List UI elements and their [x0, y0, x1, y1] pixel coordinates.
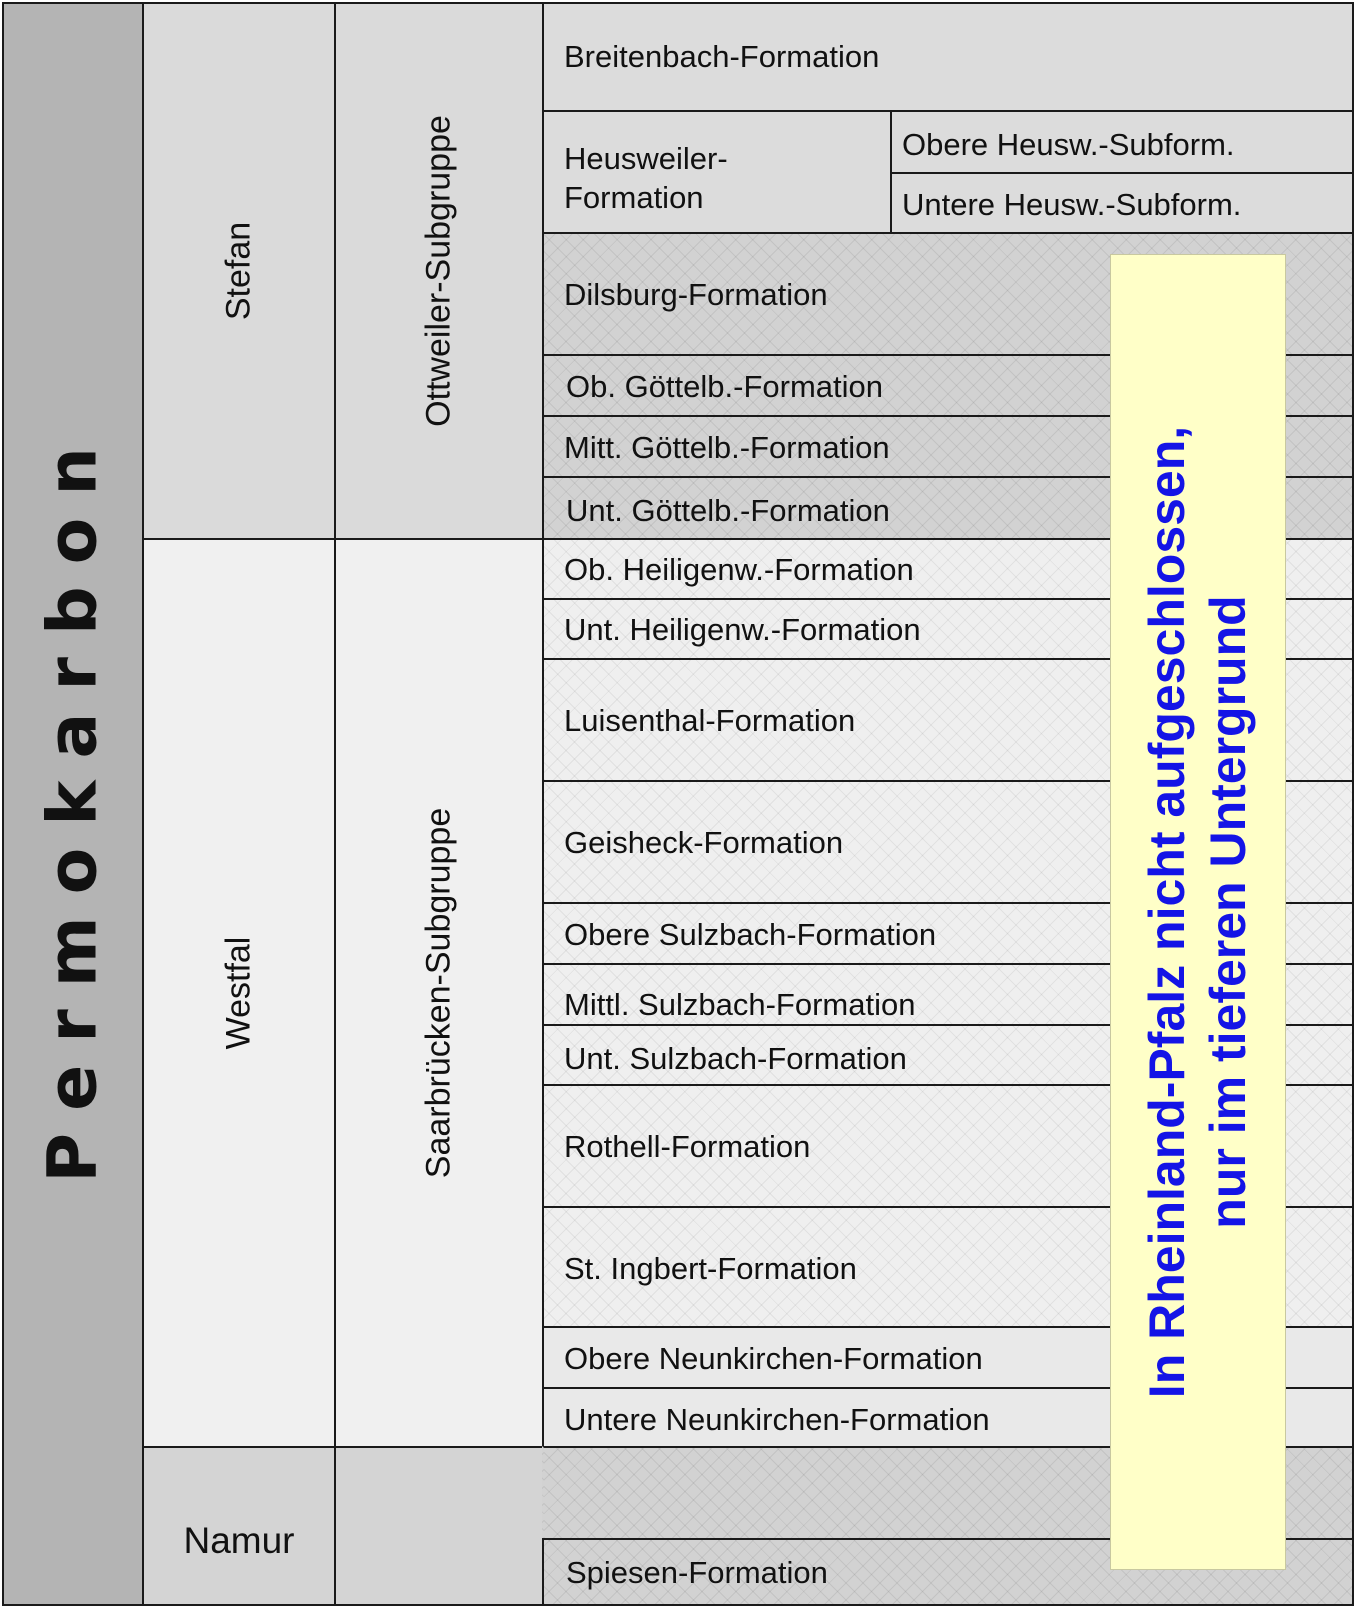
- note-line-1: In Rheinland-Pfalz nicht aufgeschlossen,: [1139, 425, 1195, 1399]
- formation-heusweiler-label-2: Formation: [564, 180, 704, 215]
- formation-mittl-sulzbach-label: Mittl. Sulzbach-Formation: [564, 987, 916, 1022]
- subformation-obere-heusweiler-label: Obere Heusw.-Subform.: [902, 127, 1235, 162]
- formation-geisheck-label: Geisheck-Formation: [564, 825, 844, 860]
- formation-ob-heiligenwald-label: Ob. Heiligenw.-Formation: [564, 552, 914, 587]
- era-column: [2, 2, 144, 1606]
- formation-unt-goettelbach-label: Unt. Göttelb.-Formation: [566, 493, 890, 528]
- note-text: [1137, 426, 1259, 1398]
- era-label: Permokarbon: [33, 425, 113, 1183]
- formation-ob-goettelbach-label: Ob. Göttelb.-Formation: [566, 369, 884, 404]
- formation-breitenbach: [542, 2, 1354, 112]
- subgroup-ottweiler-label: Ottweiler-Subgruppe: [419, 115, 458, 427]
- formation-mitt-goettelbach-label: Mitt. Göttelb.-Formation: [564, 430, 890, 465]
- formation-rothell-label: Rothell-Formation: [564, 1129, 811, 1164]
- subgroup-saarbruecken-label: Saarbrücken-Subgruppe: [419, 807, 458, 1179]
- formation-breitenbach-label: Breitenbach-Formation: [564, 39, 880, 74]
- subformation-untere-heusweiler-label: Untere Heusw.-Subform.: [902, 187, 1242, 222]
- note-line-2: nur im tieferen Untergrund: [1200, 595, 1256, 1229]
- formation-obere-neunkirchen-label: Obere Neunkirchen-Formation: [564, 1341, 983, 1376]
- stage-westfal-label: Westfal: [219, 936, 258, 1050]
- formation-dilsburg-label: Dilsburg-Formation: [564, 277, 828, 312]
- stage-stefan-label: Stefan: [219, 221, 258, 321]
- subgroup-saarbruecken: [334, 538, 544, 1448]
- subformation-obere-heusweiler: [890, 110, 1354, 174]
- subformation-untere-heusweiler: [890, 172, 1354, 234]
- formation-st-ingbert-label: St. Ingbert-Formation: [564, 1251, 857, 1286]
- subgroup-ottweiler: [334, 2, 544, 540]
- note-box: [1110, 254, 1286, 1570]
- formation-obere-sulzbach-label: Obere Sulzbach-Formation: [564, 917, 937, 952]
- formation-heusweiler: [542, 110, 892, 234]
- formation-untere-neunkirchen-label: Untere Neunkirchen-Formation: [564, 1402, 990, 1437]
- formation-heusweiler-label-1: Heusweiler-: [564, 141, 728, 176]
- stage-namur: [142, 1446, 336, 1606]
- stage-stefan: [142, 2, 336, 540]
- formation-luisenthal-label: Luisenthal-Formation: [564, 703, 856, 738]
- subgroup-namur-empty: [334, 1446, 544, 1606]
- formation-unt-heiligenwald-label: Unt. Heiligenw.-Formation: [564, 612, 921, 647]
- formation-unt-sulzbach-label: Unt. Sulzbach-Formation: [564, 1041, 907, 1076]
- stage-namur-label: Namur: [183, 1520, 295, 1561]
- formation-spiesen-label: Spiesen-Formation: [566, 1555, 828, 1590]
- stage-westfal: [142, 538, 336, 1448]
